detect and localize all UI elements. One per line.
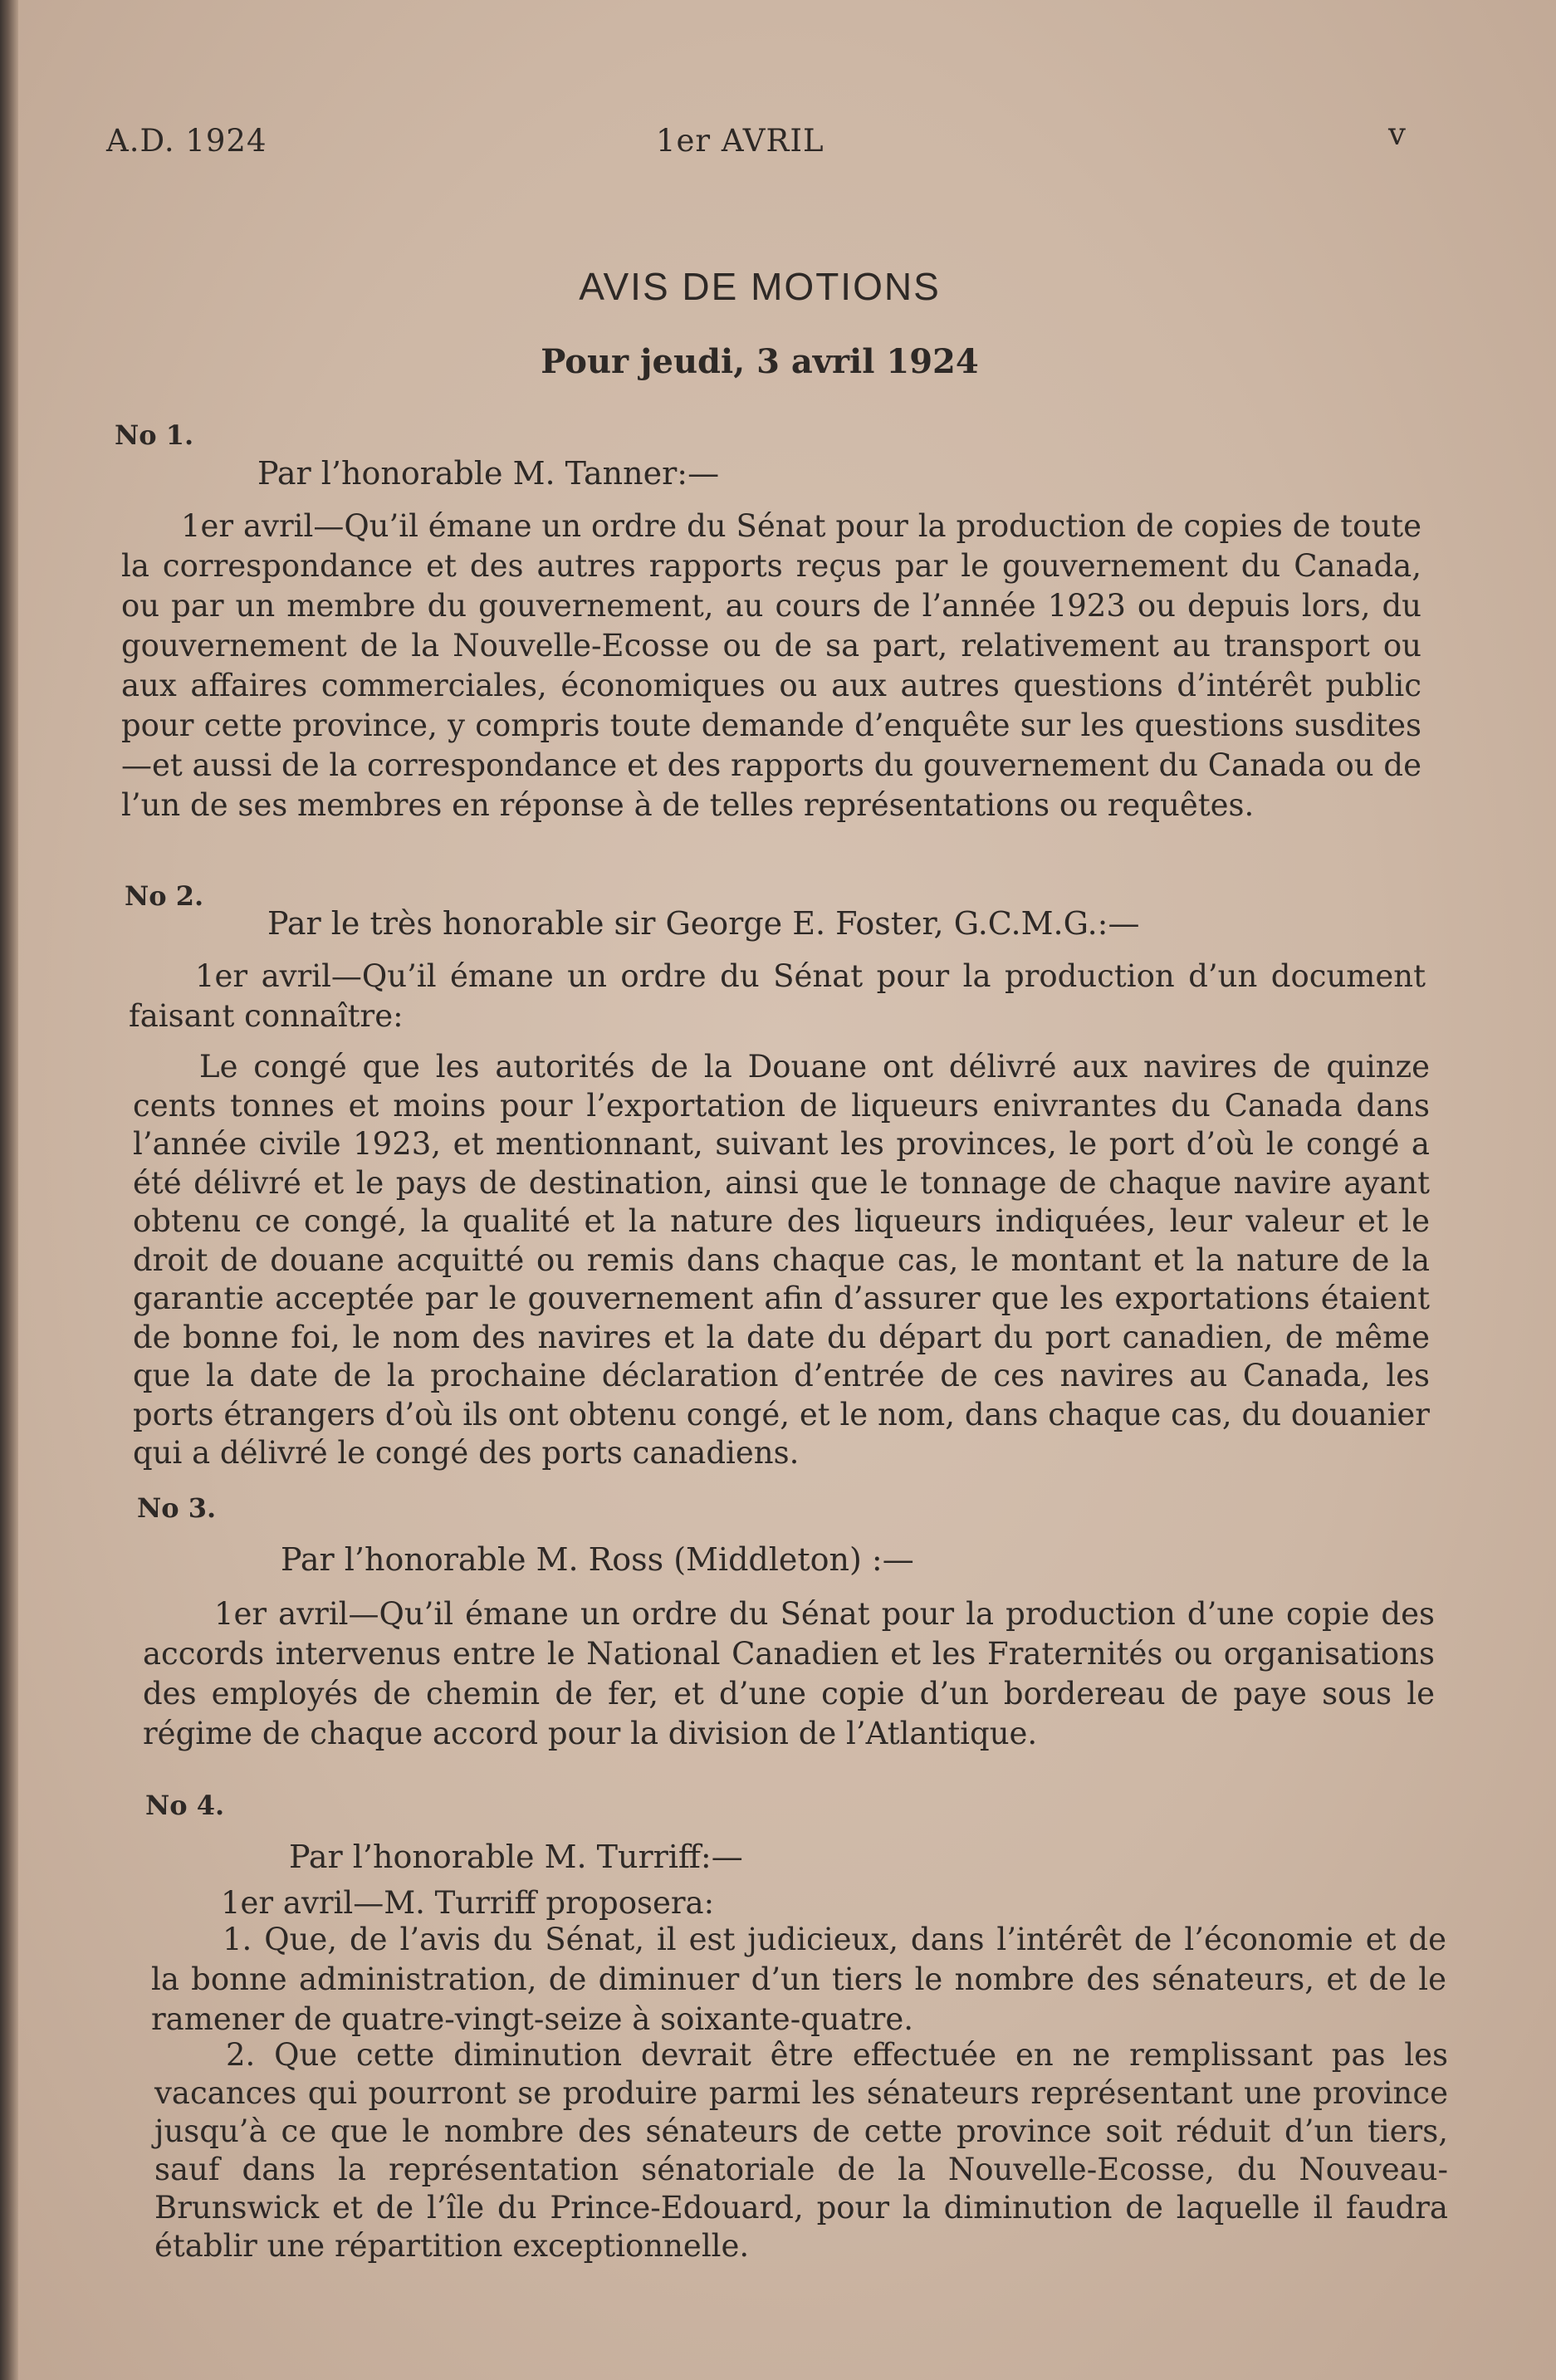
motion-paragraph: Le congé que les autorités de la Douane ont délivré aux navires de quinze cents tonnes et moins pour l’exportation de liqueurs enivrantes du Canada dans l’année civile 1923, et mentionnant, suivant les provinces, le port d’où le congé a été délivré et le pays de destination, ainsi que le tonnage de chaque navire ayant obtenu ce congé, la qualité et la nature des liqueurs indiquées, leur valeur et le droit de douane acquitté ou remis dans chaque cas, le montant et la nature de la garantie acceptée par le gouvernement afin d’assurer que les exportations étaient de bonne foi, le nom des navires et la date du départ du port canadien, de même que la date de la prochaine déclaration d’entrée de ces navires au Canada, les ports étrangers d’où ils ont obtenu congé, et le nom, dans chaque cas, du douanier qui a délivré le congé des ports canadiens. — [133, 1049, 1430, 1471]
motion-paragraph: 2. Que cette diminution devrait être effectuée en ne remplissant pas les vacances qui pourront se produire parmi les sénateurs représentant une province jusqu’à ce que le nombre des sénateurs de cette province soit réduit d’un tiers, sauf dans la représentation sénatoriale de la Nouvelle-Ecosse, du Nouveau-Brunswick et de l’île du Prince-Edouard, pour la diminution de laquelle il faudra établir une répartition exceptionnelle. — [154, 2037, 1448, 2264]
motion-number: No 1. — [115, 419, 194, 451]
page-number: v — [1388, 116, 1407, 152]
motion-number: No 4. — [145, 1790, 225, 1821]
motion-number: No 2. — [125, 880, 204, 912]
page-subtitle: Pour jeudi, 3 avril 1924 — [541, 342, 979, 381]
motion-paragraph: 1. Que, de l’avis du Sénat, il est judicieux, dans l’intérêt de l’économie et de la bonne administration, de diminuer d’un tiers le nombre des sénateurs, et de le ramener de quatre-vingt-seize à soixante-quatre. — [151, 1922, 1446, 2037]
motion-paragraph: 1er avril—Qu’il émane un ordre du Sénat pour la production de copies de toute la correspondance et des autres rapports reçus par le gouvernement du Canada, ou par un membre du gouvernement, au cours de l’année 1923 ou depuis lors, du gouvernement de la Nouvelle-Ecosse ou de sa part, relativement au transport ou aux affaires commerciales, économiques ou aux autres questions d’intérêt public pour cette province, y compris toute demande d’enquête sur les questions susdites—et aussi de la correspondance et des rapports du gouvernement du Canada ou de l’un de ses membres en réponse à de telles représentations ou requêtes. — [121, 508, 1421, 823]
motion-mover: Par l’honorable M. Turriff:— — [289, 1839, 743, 1875]
motion-paragraph: 1er avril—M. Turriff proposera: — [221, 1885, 715, 1921]
motion-mover: Par l’honorable M. Ross (Middleton) :— — [281, 1541, 914, 1578]
motion-mover: Par le très honorable sir George E. Foster, G.C.M.G.:— — [267, 905, 1140, 942]
motion-paragraph: 1er avril—Qu’il émane un ordre du Sénat pour la production d’une copie des accords intervenus entre le National Canadien et les Fraternités ou organisations des employés de chemin de fer, et d’une copie d’un bordereau de paye sous le régime de chaque accord pour la division de l’Atlantique. — [143, 1596, 1435, 1751]
header-year: A.D. 1924 — [106, 123, 267, 159]
motion-mover: Par l’honorable M. Tanner:— — [257, 455, 720, 492]
header-date: 1er AVRIL — [656, 123, 824, 159]
motion-number: No 3. — [137, 1492, 217, 1524]
motion-paragraph: 1er avril—Qu’il émane un ordre du Sénat pour la production d’un document faisant connaître: — [129, 958, 1426, 1034]
page-title: AVIS DE MOTIONS — [579, 265, 941, 308]
